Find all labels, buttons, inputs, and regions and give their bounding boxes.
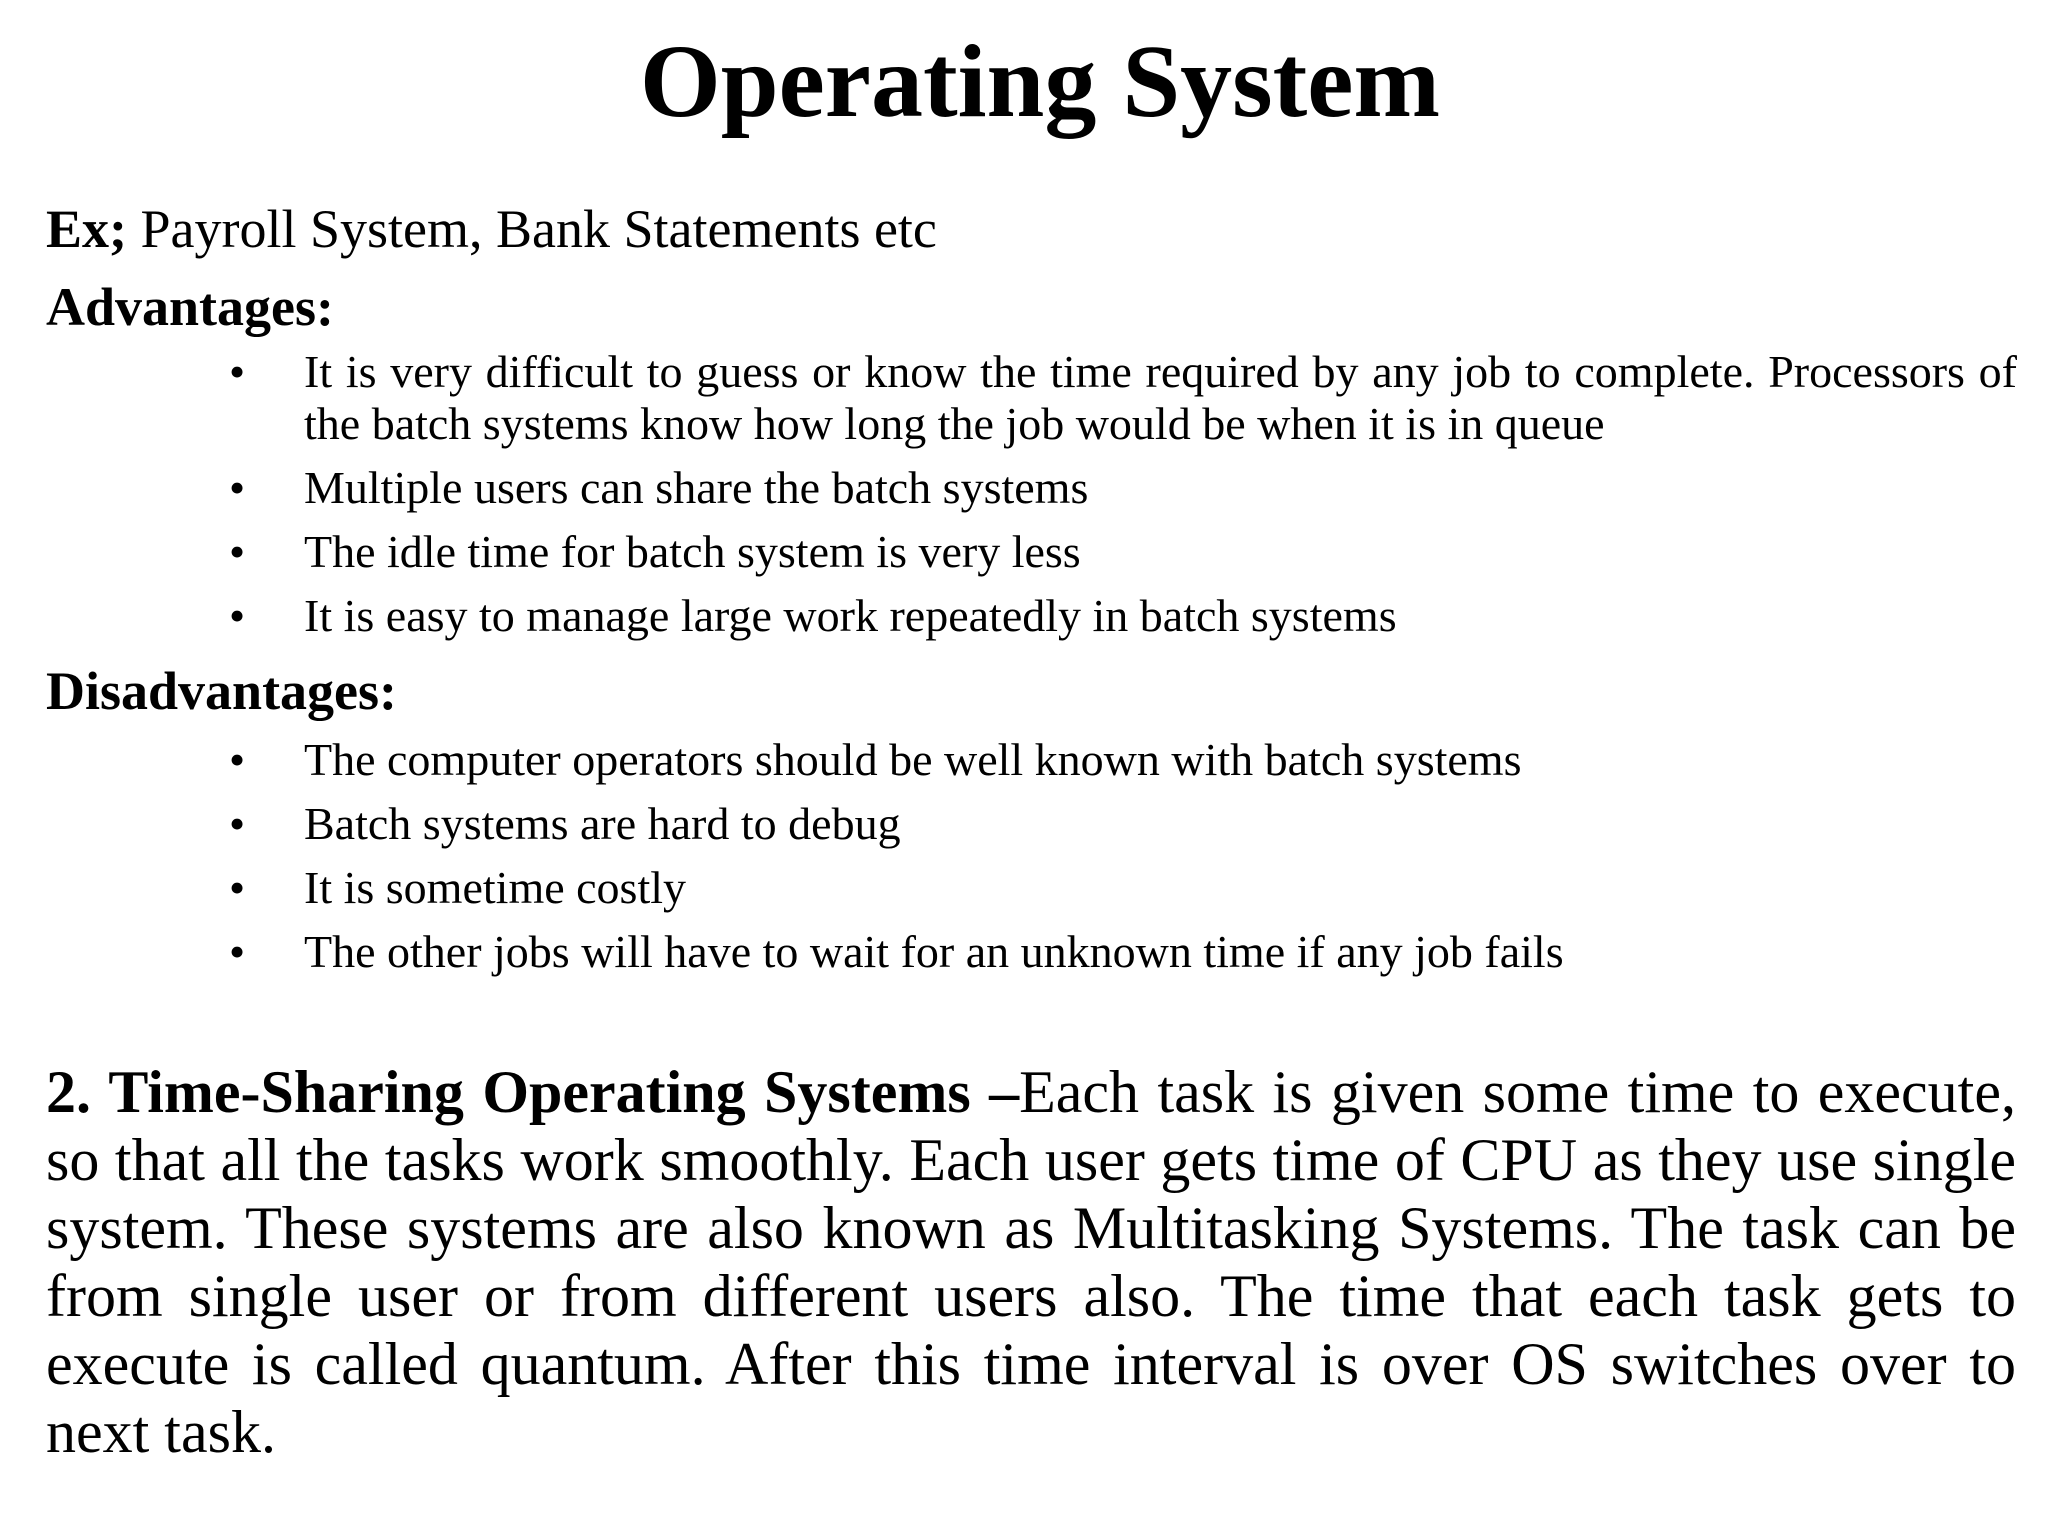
list-item — [0, 590, 2048, 642]
disadvantage-text: The computer operators should be well known with batch systems — [304, 734, 1522, 785]
time-sharing-paragraph — [46, 1058, 2016, 1466]
advantages-heading: Advantages: — [46, 277, 335, 337]
section-body: Each task is given some time to execute, so that all the tasks work smoothly. Each user gets time of CPU as they use single system. These systems are also known as Multitasking Systems. The task can be from single user or from different users also. The time that each task gets to execute is called quantum. After this time interval is over OS switches over to next task. — [46, 1059, 2016, 1465]
bullet-icon: • — [228, 734, 246, 785]
bullet-icon: • — [228, 346, 246, 397]
list-item — [0, 734, 2048, 786]
bullet-icon: • — [228, 798, 246, 849]
disadvantage-text: It is sometime costly — [304, 862, 687, 913]
bullet-icon: • — [228, 462, 246, 513]
list-item — [0, 526, 2048, 578]
list-item — [0, 798, 2048, 850]
disadvantages-heading: Disadvantages: — [46, 661, 398, 721]
example-text: Payroll System, Bank Statements etc — [127, 199, 937, 259]
advantage-text: It is easy to manage large work repeatedly in batch systems — [304, 590, 1397, 641]
advantage-text: It is very difficult to guess or know the time required by any job to complete. Processors of the batch systems know how long the job would be when it is in queue — [304, 346, 2017, 449]
advantages-list — [0, 346, 2048, 654]
disadvantage-text: The other jobs will have to wait for an unknown time if any job fails — [304, 926, 1564, 977]
page-title: Operating System — [639, 24, 1441, 139]
bullet-icon: • — [228, 590, 246, 641]
disadvantages-list — [0, 734, 2048, 990]
list-item — [0, 926, 2048, 978]
advantage-text: Multiple users can share the batch systems — [304, 462, 1089, 513]
example-line — [46, 194, 937, 264]
bullet-icon: • — [228, 526, 246, 577]
example-label: Ex; — [46, 199, 127, 259]
bullet-icon: • — [228, 862, 246, 913]
disadvantage-text: Batch systems are hard to debug — [304, 798, 901, 849]
list-item — [0, 862, 2048, 914]
bullet-icon: • — [228, 926, 246, 977]
advantage-text: The idle time for batch system is very less — [304, 526, 1081, 577]
list-item — [0, 346, 2048, 450]
section-title: 2. Time-Sharing Operating Systems – — [46, 1059, 1020, 1125]
list-item — [0, 462, 2048, 514]
